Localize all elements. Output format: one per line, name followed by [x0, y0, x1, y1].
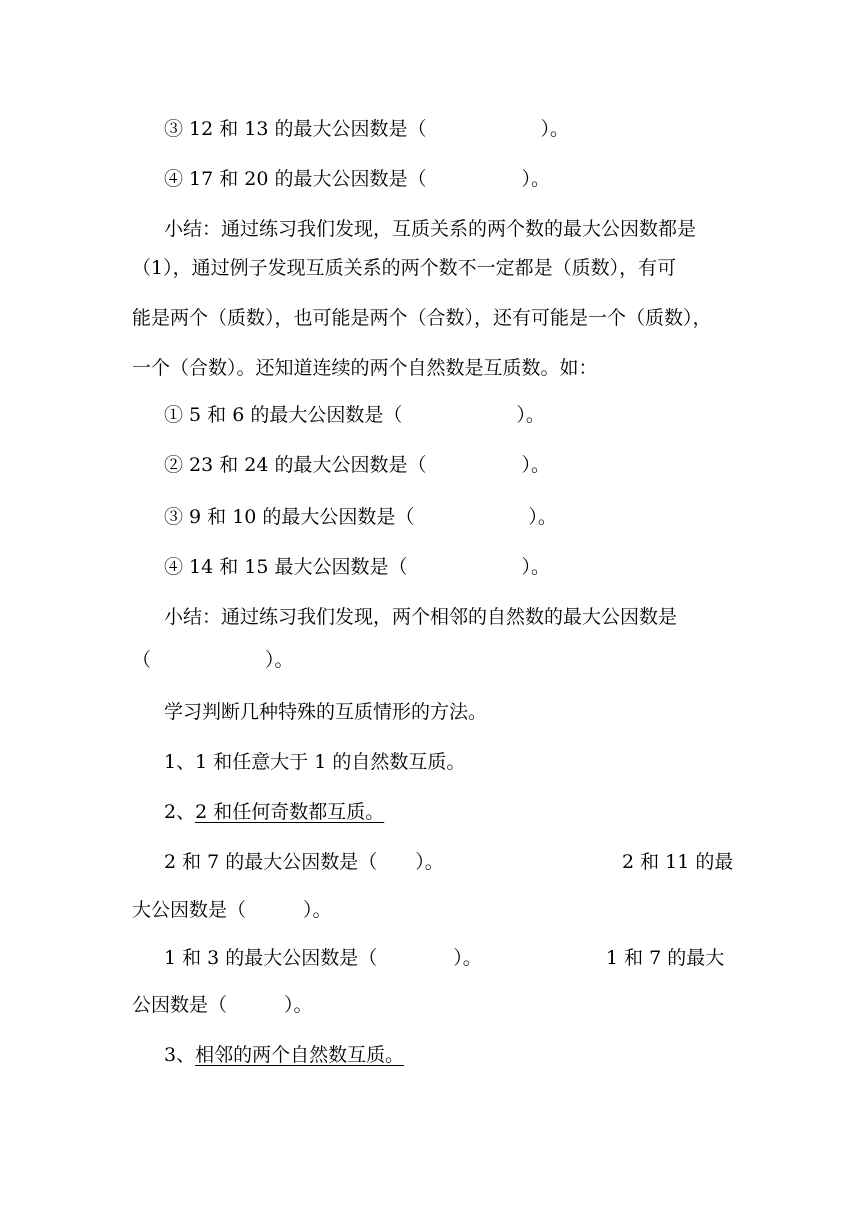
summary-1-line-3: 能是两个（质数），也可能是两个（合数），还有可能是一个（质数）， — [132, 307, 712, 329]
example-gcd-1-3: 1 和 3 的最大公因数是（ ）。 — [164, 947, 482, 969]
example-gcd-1-7-line-1: 1 和 7 的最大 — [606, 947, 725, 969]
question-2-gcd-23-24: ② 23 和 24 的最大公因数是（ ）。 — [164, 454, 551, 476]
example-gcd-1-7-line-2: 公因数是（ ）。 — [132, 994, 313, 1016]
rule-1: 1、1 和任意大于 1 的自然数互质。 — [164, 751, 466, 773]
question-3-gcd-9-10: ③ 9 和 10 的最大公因数是（ ）。 — [164, 506, 557, 528]
rule-3-number: 3、 — [164, 1044, 196, 1066]
summary-2-line-2: （ ）。 — [132, 649, 294, 671]
example-gcd-2-7: 2 和 7 的最大公因数是（ ）。 — [164, 851, 444, 873]
question-4-gcd-14-15: ④ 14 和 15 最大公因数是（ ）。 — [164, 556, 551, 578]
summary-2-line-1: 小结：通过练习我们发现，两个相邻的自然数的最大公因数是 — [164, 606, 678, 628]
question-1-gcd-5-6: ① 5 和 6 的最大公因数是（ ）。 — [164, 404, 545, 426]
summary-1-line-1: 小结：通过练习我们发现，互质关系的两个数的最大公因数都是 — [164, 218, 697, 240]
rule-3-text: 相邻的两个自然数互质。 — [195, 1044, 405, 1066]
rule-3 — [164, 1043, 404, 1067]
question-4-gcd-17-20: ④ 17 和 20 的最大公因数是（ ）。 — [164, 168, 551, 190]
example-gcd-2-11-line-1: 2 和 11 的最 — [622, 851, 734, 873]
method-intro: 学习判断几种特殊的互质情形的方法。 — [164, 701, 488, 723]
summary-1-line-4: 一个（合数）。还知道连续的两个自然数是互质数。如： — [132, 357, 598, 379]
summary-1-line-2: （1），通过例子发现互质关系的两个数不一定都是（质数），有可 — [132, 257, 677, 279]
question-3-gcd-12-13: ③ 12 和 13 的最大公因数是（ ）。 — [164, 118, 570, 140]
rule-2-number: 2、 — [164, 801, 196, 823]
rule-2 — [164, 800, 384, 824]
example-gcd-2-11-line-2: 大公因数是（ ）。 — [132, 899, 332, 921]
rule-2-text: 2 和任何奇数都互质。 — [195, 801, 385, 823]
